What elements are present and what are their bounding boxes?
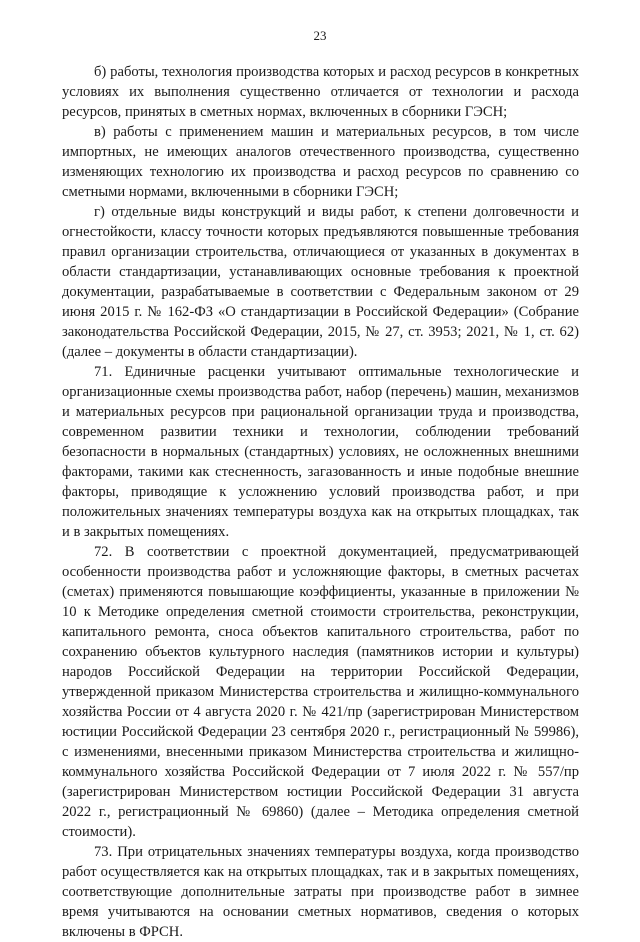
paragraph-b-works-differing-technology: б) работы, технология производства которых и расход ресурсов в конкретных условиях их выполнения существенно отличается от технологии и расхода ресурсов, принятых в сметных нормах, включенных в сборники ГЭСН; [62, 64, 579, 120]
page-number: 23 [313, 28, 327, 43]
paragraph-72-increasing-coefficients: 72. В соответствии с проектной документацией, предусматривающей особенности производства работ и усложняющие факторы, в сметных расчетах (сметах) применяются повышающие коэффициенты, указанные в приложении № 10 к Методике определения сметной стоимости строительства, реконструкции, капитального ремонта, сноса объектов капитального строительства, работ по сохранению объектов культурного наследия (памятников истории и культуры) народов Российской Федерации на территории Российской Федерации, утвержденной приказом Министерства строительства и жилищно-коммунального хозяйства России от 4 августа 2020 г. № 421/пр (зарегистрирован Министерством юстиции Российской Федерации 23 сентября 2020 г., регистрационный № 59986), с изменениями, внесенными приказом Министерства строительства и жилищно-коммунального хозяйства Российской Федерации от 7 июля 2022 г. № 557/пр (зарегистрирован Министерством юстиции Российской Федерации 31 августа 2022 г., регистрационный № 69860) (далее – Методика определения сметной стоимости). [62, 544, 579, 840]
paragraph-v-imported-machines: в) работы с применением машин и материальных ресурсов, в том числе импортных, не имеющих аналогов отечественного производства, существенно изменяющих технологию их производства и расход ресурсов по сравнению со сметными нормами, включенными в сборники ГЭСН; [62, 124, 579, 200]
paragraph-73-winter-conditions: 73. При отрицательных значениях температуры воздуха, когда производство работ осуществляется как на открытых площадках, так и в закрытых помещениях, соответствующие дополнительные затраты при производстве работ в зимнее время учитываются на основании сметных нормативов, сведения о которых включены в ФРСН. [62, 844, 579, 940]
paragraph-g-special-requirements: г) отдельные виды конструкций и виды работ, к степени долговечности и огнестойкости, классу точности которых предъявляются повышенные требования правил организации строительства, отличающиеся от указанных в документах в области стандартизации, устанавливающих основные требования к проектной документации, разрабатываемые в соответствии с Федеральным законом от 29 июня 2015 г. № 162-ФЗ «О стандартизации в Российской Федерации» (Собрание законодательства Российской Федерации, 2015, № 27, ст. 3953; 2021, № 1, ст. 62) (далее – документы в области стандартизации). [62, 204, 579, 360]
document-body [62, 62, 579, 942]
paragraph-71-unit-rates: 71. Единичные расценки учитывают оптимальные технологические и организационные схемы производства работ, набор (перечень) машин, механизмов и материальных ресурсов при рациональной организации труда и производства, современном развитии техники и технологии, соблюдении требований безопасности в нормальных (стандартных) условиях, не осложненных внешними факторами, такими как стесненность, загазованность и иные подобные внешние факторы, приводящие к усложнению условий производства работ, и при положительных значениях температуры воздуха как на открытых площадках, так и в закрытых помещениях. [62, 364, 579, 540]
